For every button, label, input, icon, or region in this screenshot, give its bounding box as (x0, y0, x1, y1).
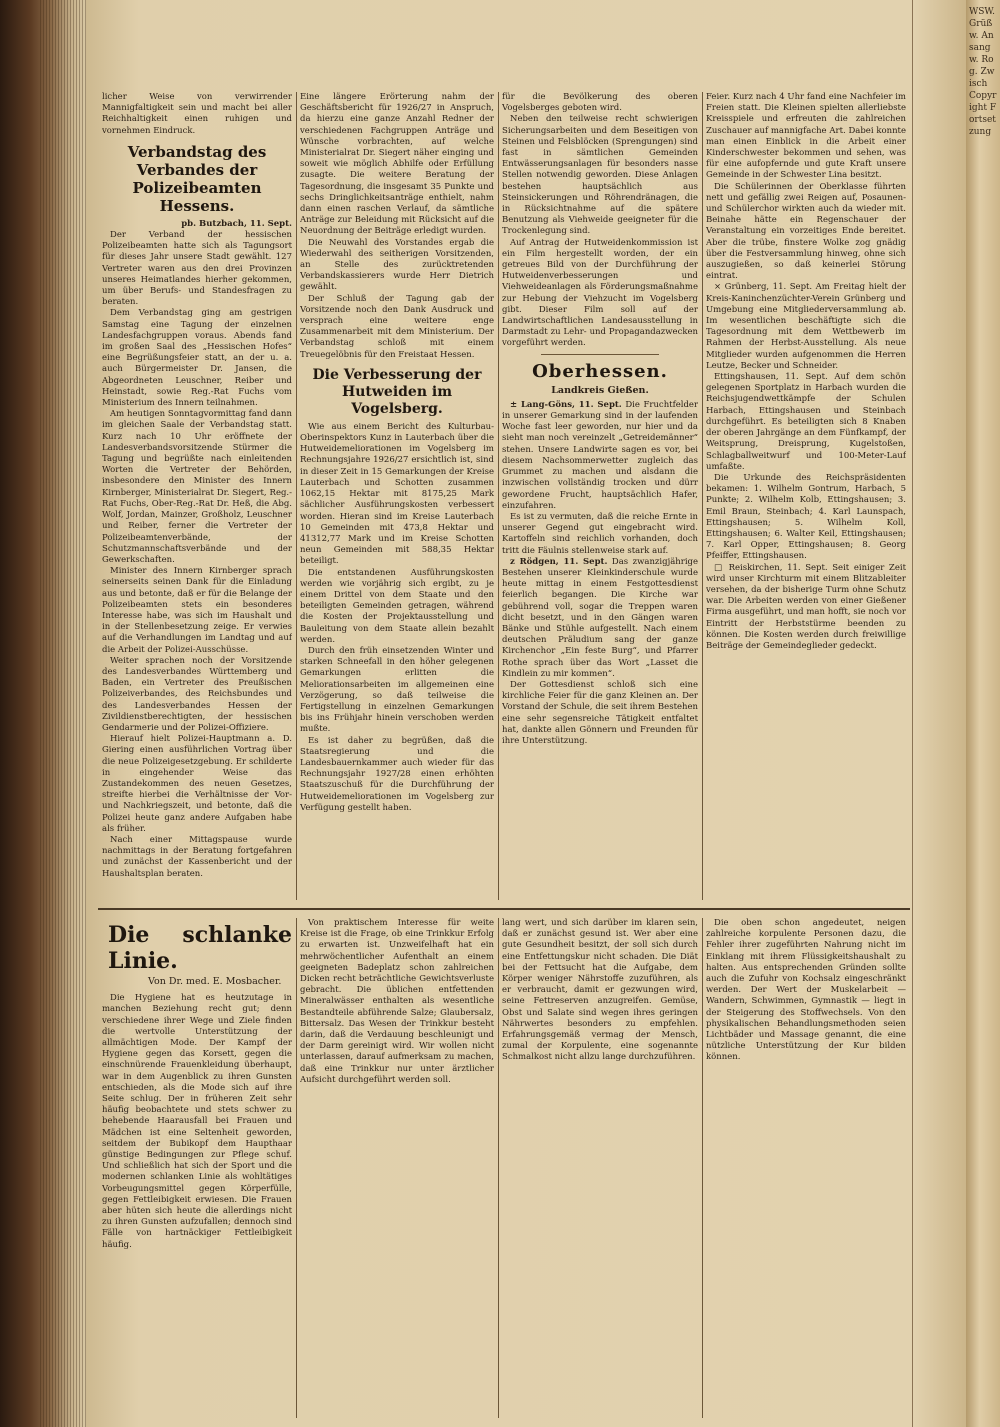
article-text: lang wert, und sich darüber im klaren sein, daß er zunächst gesund ist. Wer aber eine gute Gesundheit besitzt, der soll sich durch eine Entfettungskur nicht schaden. Die Diät bei der Fettsucht hat die Aufgabe, dem Körper weniger Nährstoffe zuzuführen, als er verbraucht, damit er gezwungen wird, seine Fettreserven anzugreifen. Gemüse, Obst und Salate sind wegen ihres geringen Nährwertes besonders zu empfehlen. Erfahrungsgemäß vermag der Mensch, zumal der Korpulente, eine sogenannte Schmalkost nicht allzu lange durchzuführen. (502, 918, 698, 1063)
article-text: Der Schluß der Tagung gab der Vorsitzende noch den Dank Ausdruck und versprach eine weitere enge Zusammenarbeit mit dem Ministerium. Der Verbandstag schloß mit einem Treuegelöbnis für den Freistaat Hessen. (300, 293, 494, 360)
article-headline: Die Verbesserung der Hutweiden im Vogelsberg. (312, 366, 482, 417)
bottom-column-3 (502, 918, 698, 1418)
article-text: Feier. Kurz nach 4 Uhr fand eine Nachfeier im Freien statt. Die Kleinen spielten allerliebste Kreisspiele und erfreuten die zahlreichen Zuschauer auf mannigfache Art. Dabei konnte man einen Einblick in die Arbeit einer Kinderschwester bekommen und sehen, was für eine aufopfernde und gute Kraft unsere Gemeinde in der Schwester Lina besitzt. (706, 92, 906, 181)
next-page-fragment: WSW. Grüßw. Ansang w. Rog. Zwisch Copyright Fortsetzung (969, 7, 997, 137)
article-text (502, 400, 698, 512)
article-text: Neben den teilweise recht schwierigen Sicherungsarbeiten und dem Beseitigen von Steinen und Felsblöcken (Sprengungen) sind fast in sämtlichen Gemeinden Entwässerungsanlagen für besonders nasse Stellen notwendig geworden. Diese Anlagen bestehen hauptsächlich aus Steinsickerungen und Röhrendränagen, die in Rücksichtnahme auf die spätere Benutzung als Viehweide geeigneter für die Trockenlegung sind. (502, 114, 698, 237)
article-text: Die entstandenen Ausführungskosten werden wie vorjährig sich ergibt, zu je einem Drittel von dem Staate und den beteiligten Gemeinden getragen, während die Kosten der Projektausstellung und Bauleitung von dem Staate allein bezahlt werden. (300, 567, 494, 645)
feuilleton-byline: Von Dr. med. E. Mosbacher. (148, 976, 282, 987)
dateline: ± Lang-Göns, 11. Sept. (510, 399, 622, 410)
article-headline: Verbandstag des Verbandes der Polizeibeamten Hessens. (127, 142, 267, 215)
article-text: Am heutigen Sonntagvormittag fand dann im gleichen Saale der Verbandstag statt. Kurz nach 10 Uhr eröffnete der Landesverbandsvorsitzende Stürmer die Tagung und begrüßte nach einleitenden Worten die Vertreter der Behörden, insbesondere den Minister des Innern Kirnberger, Ministerialrat Dr. Siegert, Reg.-Rat Fuchs, Ober-Reg.-Rat Dr. Heß, die Abg. Wolf, Jordan, Mainzer, Großholz, Leuschner und Reiber, ferner die Vertreter der Polizeibeamtenverbände, der Schutzmannschaftsverbände und der Gewerkschaften. (102, 409, 292, 565)
top-column-1 (102, 92, 292, 902)
feuilleton-title: Die schlanke Linie. (108, 922, 292, 974)
bottom-column-1 (102, 918, 292, 1418)
spine-page-edges (40, 0, 86, 1427)
article-text: Weiter sprachen noch der Vorsitzende des Landesverbandes Württemberg und Baden, ein Vertreter des Preußischen Polizeiverbandes, des Reichsbundes und des Landesverbandes Hessen der Zivildienstberechtigten, der hessischen Gendarmerie und der Polizei-Offiziere. (102, 655, 292, 733)
article-text: □ Reiskirchen, 11. Sept. Seit einiger Zeit wird unser Kirchturm mit einem Blitzableiter versehen, da der bisherige Turm ohne Schutz war. Die Arbeiten werden von einer Gießener Firma ausgeführt, und man hofft, sie noch vor Eintritt der Herbststürme beenden zu können. Die Kosten werden durch freiwillige Beiträge der Gemeindeglieder gedeckt. (706, 562, 906, 651)
article-text: Die Urkunde des Reichspräsidenten bekamen: 1. Wilhelm Gontrum, Harbach, 5 Punkte; 2. Wilhelm Kolb, Ettingshausen; 3. Emil Braun, Steinbach; 4. Karl Launspach, Ettingshausen; 5. Wilhelm Koll, Ettingshausen; 6. Walter Keil, Ettingshausen; 7. Karl Opper, Ettingshausen; 8. Georg Pfeiffer, Ettingshausen. (706, 472, 906, 562)
article-text: Der Gottesdienst schloß sich eine kirchliche Feier für die ganz Kleinen an. Der Vorstand der Schule, die seit ihrem Bestehen eine sehr segensreiche Tätigkeit entfaltet hat, dankte allen Gönnern und Freunden für ihre Unterstützung. (502, 679, 698, 746)
page-margin-rule (912, 0, 913, 1427)
article-text (502, 557, 698, 680)
column-rule (498, 92, 499, 900)
article-text: Auf Antrag der Hutweidenkommission ist ein Film hergestellt worden, der ein getreues Bild von der Durchführung der Hutweidenverbesserungen und Viehweideanlagen als Förderungsmaßnahme zur Hebung der Viehzucht im Vogelsberg gibt. Dieser Film soll auf der Landwirtschaftlichen Landesausstellung in Darmstadt zu Lehr- und Propagandazwecken vorgeführt werden. (502, 237, 698, 349)
next-page-edge (966, 0, 1000, 1427)
article-text: Es ist daher zu begrüßen, daß die Staatsregierung und die Landesbauernkammer auch wieder für das Rechnungsjahr 1927/28 einen erhöhten Staatszuschuß für die Durchführung der Hutweidemeliorationen im Vogelsberg zur Verfügung gestellt haben. (300, 735, 494, 813)
article-text: Das zwanzigjährige Bestehen unserer Kleinkinderschule wurde heute mittag in einem Festgottesdienst feierlich begangen. Die Kirche war gebührend voll, sogar die Treppen waren dicht besetzt, und in den Gängen waren Bänke und Stühle aufgestellt. Nach einem deutschen Präludium sang der ganze Kirchenchor „Ein feste Burg“, und Pfarrer Rothe sprach über das Wort „Lasset die Kindlein zu mir kommen“. (502, 556, 698, 679)
top-column-2 (300, 92, 494, 902)
article-text: Wie aus einem Bericht des Kulturbau-Oberinspektors Kunz in Lauterbach über die Hutweidemeliorationen im Vogelsberg im Rechnungsjahre 1926/27 ersichtlich ist, sind in dieser Zeit in 15 Gemarkungen der Kreise Lauterbach und Schotten zusammen 1062,15 Hektar mit 8175,25 Mark sächlicher Ausführungskosten verbessert worden. Hieran sind im Kreise Lauterbach 10 Gemeinden mit 473,8 Hektar und 41312,77 Mark und im Kreise Schotten neun Gemeinden mit 588,35 Hektar beteiligt. (300, 421, 494, 567)
article-text: licher Weise von verwirrender Mannigfaltigkeit sein und macht bei aller Reichhaltigkeit einen ruhigen und vornehmen Eindruck. (102, 92, 292, 136)
article-text: Nach einer Mittagspause wurde nachmittags in der Beratung fortgefahren und zunächst der Kassenbericht und der Haushaltsplan beraten. (102, 834, 292, 879)
dateline: z Rödgen, 11. Sept. (510, 556, 608, 567)
article-text: Die Hygiene hat es heutzutage in manchen Beziehung recht gut; denn verschiedene ihrer Wege und Ziele finden die wertvolle Unterstützung der allmächtigen Mode. Der Kampf der Hygiene gegen das Korsett, gegen die einschnürende Frauenkleidung überhaupt, war in dem Augenblick zu ihren Gunsten entschieden, als die Mode sich auf ihre Seite schlug. Der in früheren Zeit sehr häufig beobachtete und stets schwer zu behebende Haarausfall bei Frauen und Mädchen ist eine Seltenheit geworden, seitdem der Bubikopf dem Haupthaar günstige Bedingungen zur Pflege schuf. Und schließlich hat sich der Sport und die modernen schlanken Linie als wohltätiges Vorbeugungsmittel gegen Körperfülle, gegen Fettleibigkeit erwiesen. Die Frauen aber hüten sich heute die allerdings nicht zu ihren Gunsten aufzufallen; dennoch sind Fälle von hartnäckiger Fettleibigkeit häufig. (102, 993, 292, 1250)
section-divider (541, 354, 659, 355)
article-text: Hierauf hielt Polizei-Hauptmann a. D. Giering einen ausführlichen Vortrag über die neue Polizeigesetzgebung. Er schilderte in eingehender Weise das Zustandekommen des neuen Gesetzes, streifte hierbei die Verhältnisse der Vor- und Nachkriegszeit, und betonte, daß die Polizei heute ganz andere Aufgaben habe als früher. (102, 734, 292, 834)
bottom-column-2 (300, 918, 494, 1418)
article-text: × Grünberg, 11. Sept. Am Freitag hielt der Kreis-Kaninchenzüchter-Verein Grünberg und Umgebung eine Mitgliederversammlung ab. Im wesentlichen beschäftigte sich die Tagesordnung mit dem Wettbewerb im Rahmen der Herbst-Ausstellung. Als neue Mitglieder wurden aufgenommen die Herren Leutze, Becker und Schneider. (706, 282, 906, 371)
article-text: Ettingshausen, 11. Sept. Auf dem schön gelegenen Sportplatz in Harbach wurden die Reichsjugendwettkämpfe der Schulen Harbach, Ettingshausen und Steinbach durchgeführt. Es beteiligten sich 8 Knaben der oberen Jahrgänge an dem Fünfkampf, der Weitsprung, Dreisprung, Kugelstoßen, Schlagballweitwurf und 100-Meter-Lauf umfaßte. (706, 372, 906, 472)
column-rule (702, 92, 703, 900)
column-rule (702, 918, 703, 1418)
section-separator (98, 908, 910, 910)
bottom-column-4 (706, 918, 906, 1418)
newspaper-page (86, 0, 966, 1427)
article-text: Von praktischem Interesse für weite Kreise ist die Frage, ob eine Trinkkur Erfolg zu erwarten ist. Unzweifelhaft hat ein mehrwöchentlicher Aufenthalt an einem geeigneten Badeplatz schon zahlreichen Dicken recht beträchtliche Gewichtsverluste gebracht. Die üblichen entfettenden Mineralwässer enthalten als wesentliche Bestandteile abführende Salze; Glaubersalz, Bittersalz. Das Wesen der Trinkkur besteht darin, daß die Verdauung beschleunigt und der Darm gereinigt wird. Wir wollen nicht unterlassen, darauf aufmerksam zu machen, daß eine Trinkkur nur unter ärztlicher Aufsicht durchgeführt werden soll. (300, 918, 494, 1085)
article-text: Es ist zu vermuten, daß die reiche Ernte in unserer Gegend gut eingebracht wird. Kartoffeln sind reichlich vorhanden, doch tritt die Fäulnis stellenweise stark auf. (502, 511, 698, 556)
article-text: für die Bevölkerung des oberen Vogelsberges geboten wird. (502, 92, 698, 114)
column-rule (498, 918, 499, 1418)
article-text: Die Neuwahl des Vorstandes ergab die Wiederwahl des seitherigen Vorsitzenden, an Stelle des zurücktretenden Verbandskassierers wurde Herr Dietrich gewählt. (300, 237, 494, 293)
book-spine (0, 0, 86, 1427)
top-column-4 (706, 92, 906, 902)
article-text: Die Fruchtfelder in unserer Gemarkung sind in der laufenden Woche fast leer geworden, nur hier und da sieht man noch vereinzelt „Getreidemänner“ stehen. Unsere Landwirte sagen es vor, bei diesem Nachsommerwetter zugleich das Grummet zu machen und alsdann die inzwischen vollständig trocken und dürr gewordene Frucht, hauptsächlich Hafer, einzufahren. (502, 399, 698, 511)
article-text: Dem Verbandstag ging am gestrigen Samstag eine Tagung der einzelnen Landesfachgruppen voraus. Abends fand im großen Saal des „Hessischen Hofes“ eine Begrüßungsfeier statt, an der u. a. auch Bürgermeister Dr. Jansen, die Abgeordneten Leuschner, Reiber und Heinstadt, sowie Reg.-Rat Fuchs vom Ministerium des Innern teilnahmen. (102, 308, 292, 409)
subsection-heading: Landkreis Gießen. (551, 384, 649, 396)
article-text: Der Verband der hessischen Polizeibeamten hatte sich als Tagungsort für dieses Jahr unsere Stadt gewählt. 127 Vertreter waren aus den drei Provinzen unseres Heimatlandes hierher gekommen, um über Berufs- und Standesfragen zu beraten. (102, 230, 292, 308)
column-rule (296, 92, 297, 900)
article-text: Minister des Innern Kirnberger sprach seinerseits seinen Dank für die Einladung aus und betonte, daß er für die Belange der Polizeibeamten stets ein besonderes Interesse habe, was sich im Haushalt und in der Stellenbesetzung zeige. Er verwies auf die Verhandlungen im Landtag und auf die Arbeit der Polizei-Ausschüsse. (102, 566, 292, 655)
article-text: Eine längere Erörterung nahm der Geschäftsbericht für 1926/27 in Anspruch, da hierzu eine ganze Anzahl Redner der verschiedenen Fachgruppen Anträge und Wünsche vorbrachten, auf welche Ministerialrat Dr. Siegert näher einging und soweit wie möglich Abhilfe oder Erfüllung zusagte. Die weitere Beratung der Tagesordnung, die insgesamt 35 Punkte und sechs Dringlichkeitsanträge enthielt, nahm dann einen raschen Verlauf, da sämtliche Anträge zur Beleidung mit Rücksicht auf die Neuordnung der Beiträge erledigt wurden. (300, 92, 494, 237)
article-text: Durch den früh einsetzenden Winter und starken Schneefall in den höher gelegenen Gemarkungen erlitten die Meliorationsarbeiten im allgemeinen eine Verzögerung, so daß teilweise die Fertigstellung in einzelnen Gemarkungen bis ins Frühjahr hinein verschoben werden mußte. (300, 645, 494, 735)
article-text: Die oben schon angedeutet, neigen zahlreiche korpulente Personen dazu, die Fehler ihrer zugeführten Nahrung nicht im Einklang mit ihrem Flüssigkeitshaushalt zu halten. Aus entsprechenden Gründen sollte auch die Zufuhr von Kochsalz eingeschränkt werden. Der Wert der Muskelarbeit — Wandern, Schwimmen, Gymnastik — liegt in der Steigerung des Stoffwechsels. Von den physikalischen Behandlungsmethoden seien Lichtbäder und Massage genannt, die eine nützliche Unterstützung der Kur bilden können. (706, 918, 906, 1063)
top-column-3 (502, 92, 698, 902)
section-heading: Oberhessen. (532, 360, 668, 382)
dateline: pb. Butzbach, 11. Sept. (181, 218, 292, 229)
article-text: Die Schülerinnen der Oberklasse führten nett und gefällig zwei Reigen auf, Posaunen- und Schülerchor wirkten auch da wieder mit. Beinahe hätte ein Regenschauer der Veranstaltung ein vorzeitiges Ende bereitet. Aber die trübe, finstere Wolke zog gnädig über die Festversammlung hinweg, ohne sich auszugießen, so daß keinerlei Störung eintrat. (706, 181, 906, 282)
article-dateline (102, 219, 292, 230)
column-rule (296, 918, 297, 1418)
